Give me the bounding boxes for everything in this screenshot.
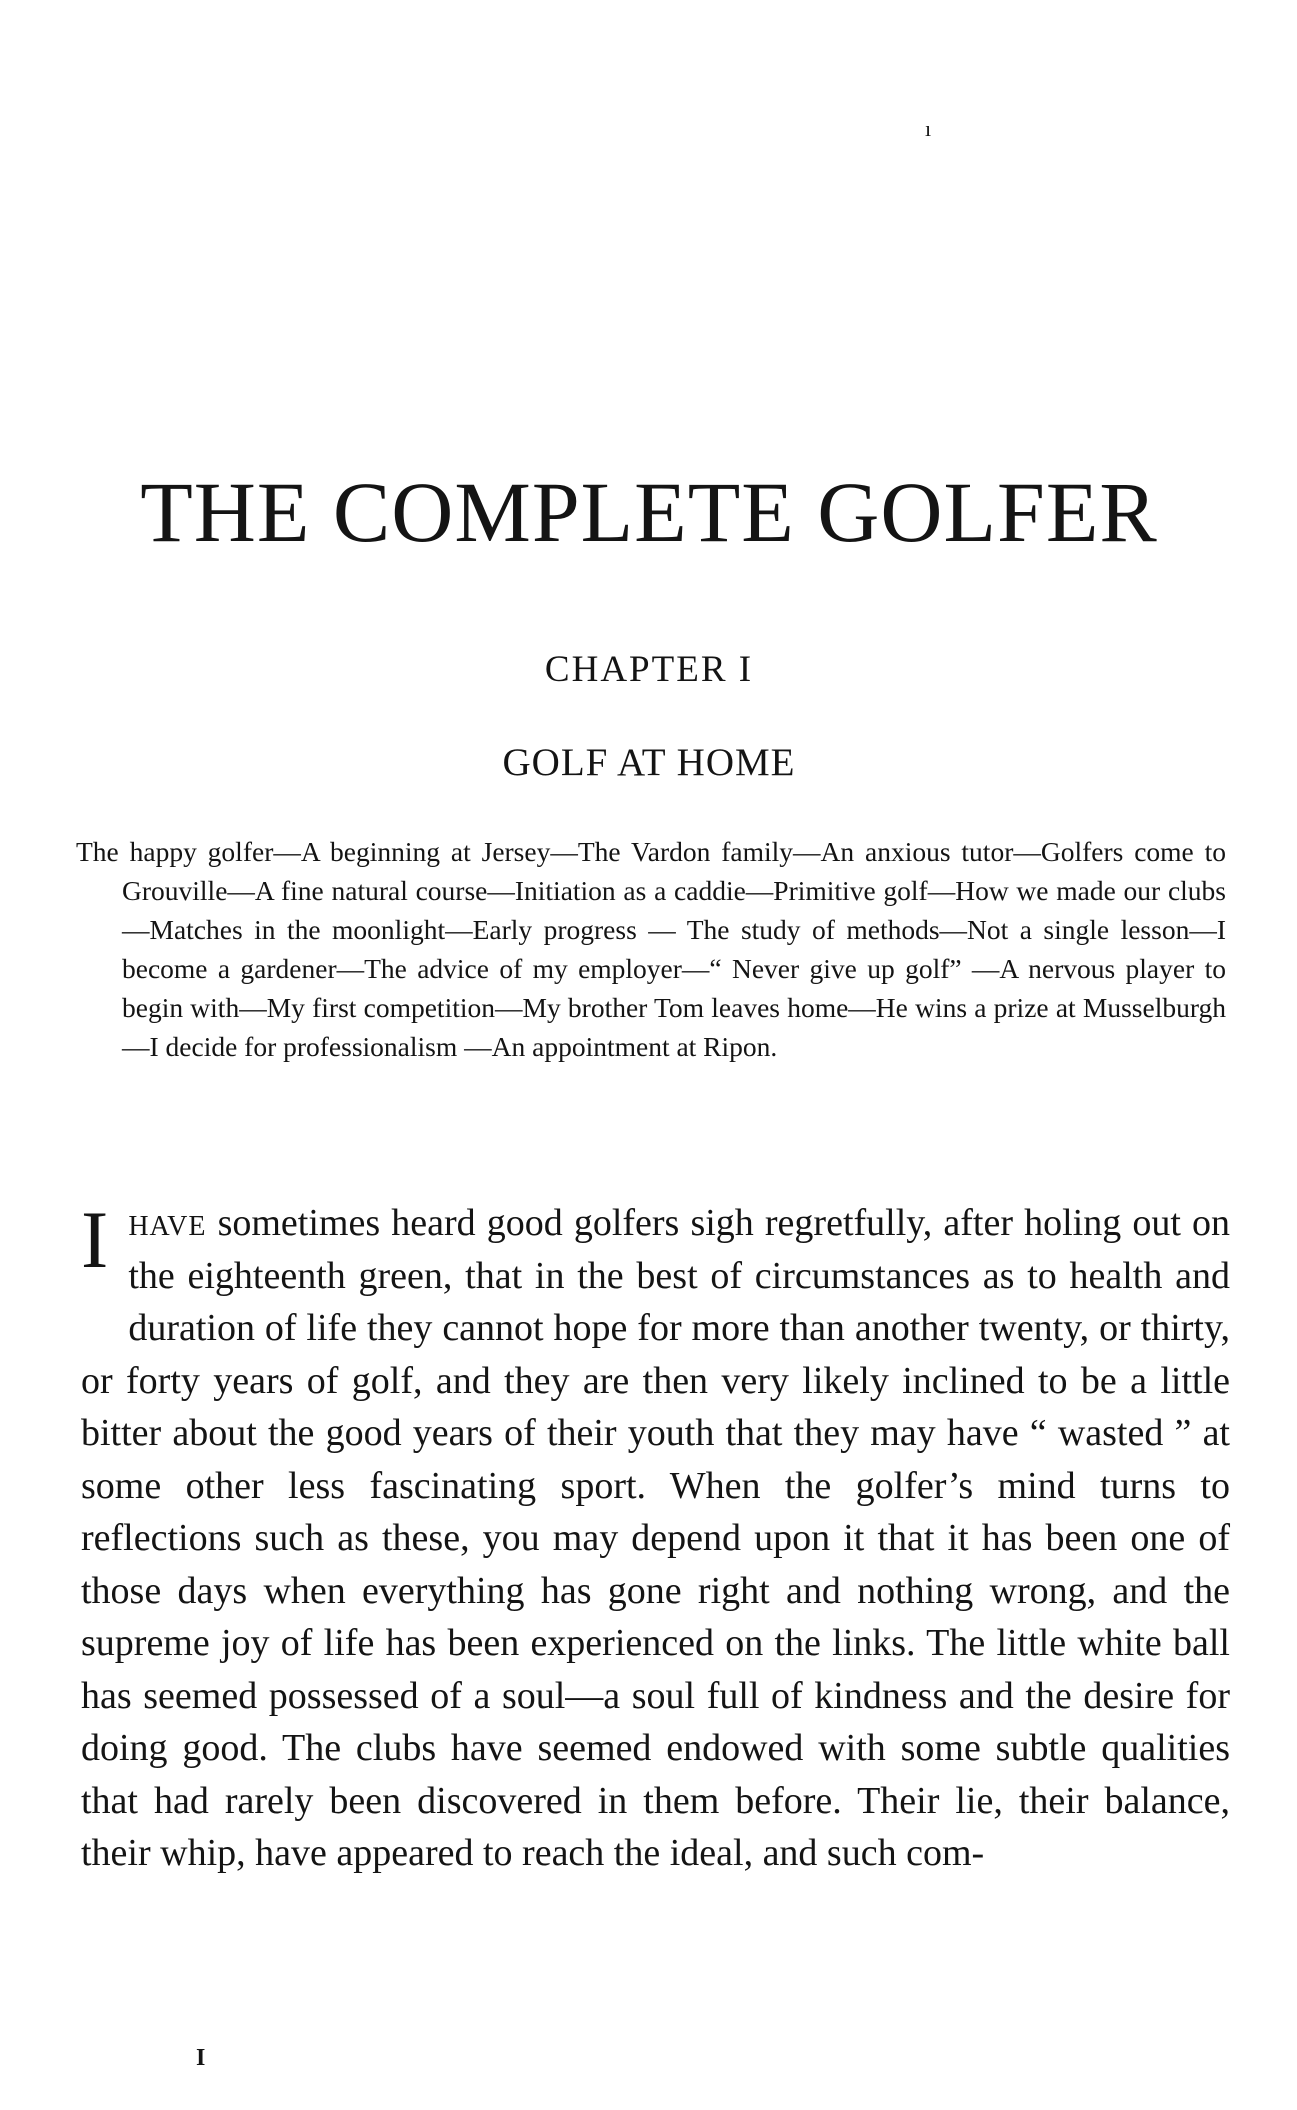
opening-words: have xyxy=(128,1199,207,1244)
chapter-label: CHAPTER I xyxy=(544,649,754,690)
drop-cap: I xyxy=(81,1194,109,1285)
body-text: sometimes heard good golfers sigh regretfully, after holing out on the eighteenth green, that in the best of circumstances as to health and duration of life they cannot hope for more than another twenty, or thirty, or forty years of golf, and they are then very likely inclined to be a little bitter about the good years of their youth that they may have “ wasted ” at some other less fascinating sport. When the golfer’s mind turns to reflections such as these, you may depend upon it that it has been one of those days when everything has gone right and nothing wrong, and the supreme joy of life has been experienced on the links. The little white ball has seemed possessed of a soul—a soul full of kindness and the desire for doing good. The clubs have seemed endowed with some subtle qualities that had rarely been discovered in them before. Their lie, their balance, their whip, have appeared to reach the ideal, and such com- xyxy=(81,1202,1230,1874)
page-number: I xyxy=(196,2045,206,2071)
chapter-synopsis: The happy golfer—A beginning at Jersey—The Vardon family—An anxious tutor—Golfers come to Grouville—A fine natural course—Initiation as a caddie—Primitive golf—How we made our clubs—Matches in the moonlight—Early progress — The study of methods—Not a single lesson—I become a gardener—The advice of my employer—“ Never give up golf” —A nervous player to begin with—My first competition—My brother Tom leaves home—He wins a prize at Musselburgh—I decide for professionalism —An appointment at Ripon. xyxy=(76,836,1226,1062)
book-title: THE COMPLETE GOLFER xyxy=(140,464,1158,560)
top-mark: ı xyxy=(925,116,932,141)
body-paragraph xyxy=(81,1196,1230,1880)
chapter-title: GOLF AT HOME xyxy=(502,741,796,784)
